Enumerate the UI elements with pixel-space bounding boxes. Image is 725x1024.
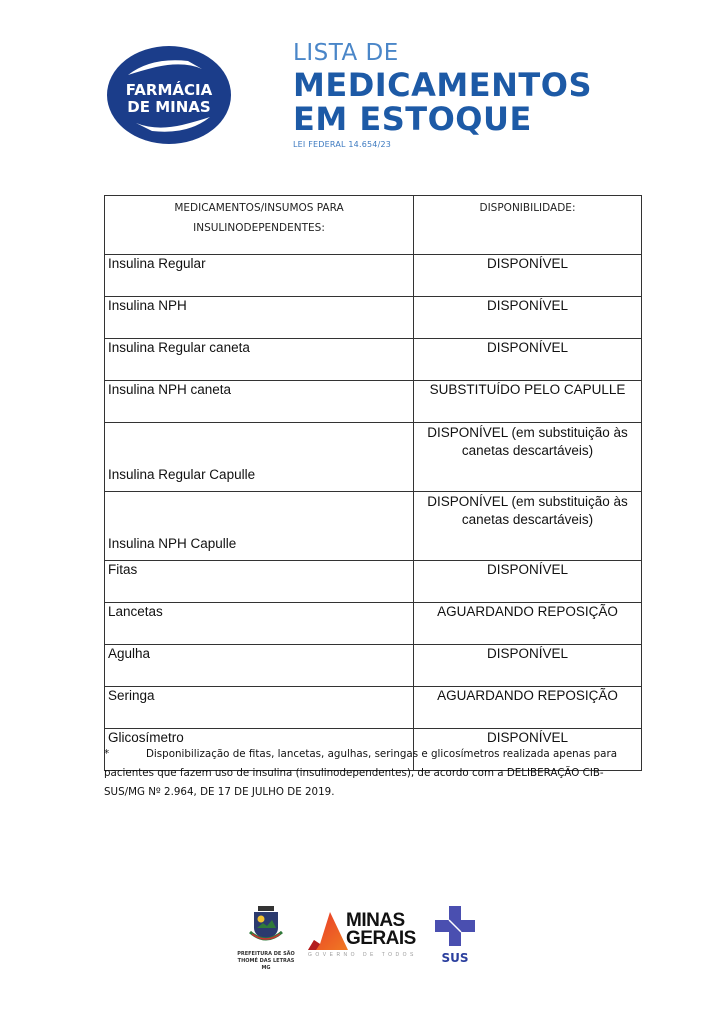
table-row — [105, 561, 642, 603]
item-status: SUBSTITUÍDO PELO CAPULLE — [414, 381, 642, 423]
item-name: Agulha — [105, 645, 414, 687]
table-row — [105, 687, 642, 729]
title-line-2: MEDICAMENTOS — [293, 66, 592, 104]
sus-cross-icon — [435, 906, 475, 948]
title-line-3: EM ESTOQUE — [293, 100, 532, 138]
title-line-1: LISTA DE — [293, 40, 399, 66]
header-availability: DISPONIBILIDADE: — [414, 196, 642, 255]
table-row — [105, 255, 642, 297]
item-name: Seringa — [105, 687, 414, 729]
sus-label: SUS — [441, 951, 469, 965]
item-name: Insulina NPH caneta — [105, 381, 414, 423]
minas-gerais-wordmark — [346, 912, 416, 948]
table-row — [105, 423, 642, 492]
table-row — [105, 645, 642, 687]
item-status: DISPONÍVEL — [414, 729, 642, 771]
farmacia-logo-emblem — [106, 45, 232, 145]
table-header-row — [105, 196, 642, 255]
minas-triangle-icon — [306, 912, 348, 952]
document-title — [293, 40, 633, 149]
header-items: MEDICAMENTOS/INSUMOS PARA INSULINODEPENDENTES: — [105, 196, 414, 255]
minas-text: MINAS — [346, 910, 405, 931]
item-status: DISPONÍVEL — [414, 255, 642, 297]
table-row — [105, 492, 642, 561]
item-name: Insulina NPH Capulle — [105, 492, 414, 561]
item-name: Insulina NPH — [105, 297, 414, 339]
item-status: AGUARDANDO REPOSIÇÃO — [414, 687, 642, 729]
footnote — [104, 745, 624, 802]
law-reference: LEI FEDERAL 14.654/23 — [293, 140, 392, 149]
item-status: DISPONÍVEL — [414, 561, 642, 603]
prefeitura-logo — [236, 906, 296, 972]
item-status: DISPONÍVEL (em substituição às canetas descartáveis) — [414, 423, 642, 492]
item-status: DISPONÍVEL — [414, 297, 642, 339]
logo-text-2: DE MINAS — [127, 98, 211, 116]
footnote-marker: * — [104, 748, 110, 760]
table-row — [105, 297, 642, 339]
minas-gerais-logo — [306, 910, 421, 960]
item-status: DISPONÍVEL — [414, 339, 642, 381]
table-row — [105, 339, 642, 381]
farmacia-de-minas-logo — [106, 45, 232, 145]
prefeitura-label: PREFEITURA DE SÃO THOMÉ DAS LETRAS MG — [237, 951, 295, 971]
item-name: Insulina Regular caneta — [105, 339, 414, 381]
table-row — [105, 603, 642, 645]
item-status: AGUARDANDO REPOSIÇÃO — [414, 603, 642, 645]
stock-table — [104, 195, 642, 771]
gerais-text: GERAIS — [346, 928, 416, 949]
governo-de-todos-text: GOVERNO DE TODOS — [308, 952, 417, 958]
item-name: Lancetas — [105, 603, 414, 645]
item-name: Insulina Regular — [105, 255, 414, 297]
footer-logos — [236, 906, 486, 971]
item-name: Glicosímetro — [105, 729, 414, 771]
logo-text-1: FARMÁCIA — [125, 81, 213, 99]
item-name: Insulina Regular Capulle — [105, 423, 414, 492]
coat-of-arms-icon — [249, 906, 283, 944]
table-row — [105, 381, 642, 423]
item-status: DISPONÍVEL (em substituição às canetas descartáveis) — [414, 492, 642, 561]
sus-logo — [434, 906, 476, 965]
item-name: Fitas — [105, 561, 414, 603]
footnote-text: Disponibilização de fitas, lancetas, agulhas, seringas e glicosímetros realizada apenas para pacientes que fazem uso de insulina (insulinodependentes), de acordo com a DELIBERAÇÃO CIB-SUS/MG Nº 2.964, DE 17 DE JULHO DE 2019. — [104, 748, 618, 798]
item-status: DISPONÍVEL — [414, 645, 642, 687]
